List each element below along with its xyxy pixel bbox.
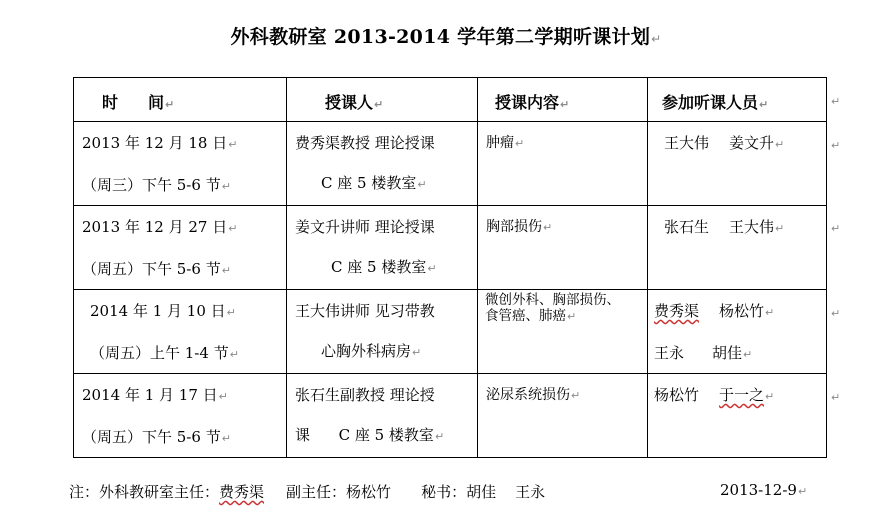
row-end-mark: ↵ xyxy=(831,391,841,404)
table-header-row xyxy=(74,78,827,122)
cell-attendees: 王大伟 姜文升↵ xyxy=(648,122,827,206)
schedule-table xyxy=(73,77,827,458)
cell-teacher: 王大伟讲师 见习带教 心胸外科病房↵ xyxy=(287,290,478,374)
cell-attendees: 张石生 王大伟↵ xyxy=(648,206,827,290)
table-row xyxy=(74,290,827,374)
header-teacher: 授课人↵ xyxy=(287,78,478,122)
document-title: 外科教研室 2013-2014 学年第二学期听课计划↵ xyxy=(230,26,662,48)
document-date: 2013-12-9↵ xyxy=(720,481,808,499)
cell-content: 微创外科、胸部损伤、 食管癌、肺癌↵ xyxy=(478,290,648,374)
cell-attendees: 费秀渠 杨松竹↵ 王永 胡佳↵ xyxy=(648,290,827,374)
cell-time: 2013 年 12 月 18 日↵ （周三）下午 5-6 节↵ xyxy=(74,122,287,206)
footer-note: 注：外科教研室主任：费秀渠 副主任：杨松竹 秘书：胡佳 王永 xyxy=(69,483,546,501)
cell-content: 胸部损伤↵ xyxy=(478,206,648,290)
secretary-names: 胡佳 王永 xyxy=(466,483,546,501)
cell-teacher: 姜文升讲师 理论授课 C 座 5 楼教室↵ xyxy=(287,206,478,290)
cell-content: 泌尿系统损伤↵ xyxy=(478,374,648,458)
cell-time: 2014 年 1 月 17 日↵ （周五）下午 5-6 节↵ xyxy=(74,374,287,458)
header-time: 时 间↵ xyxy=(74,78,287,122)
cell-time: 2014 年 1 月 10 日↵ （周五）上午 1-4 节↵ xyxy=(74,290,287,374)
table-row xyxy=(74,374,827,458)
table-row xyxy=(74,206,827,290)
director-name: 费秀渠 xyxy=(219,483,265,501)
cell-attendees: 杨松竹 于一之↵ xyxy=(648,374,827,458)
row-end-mark: ↵ xyxy=(831,139,841,152)
row-end-mark: ↵ xyxy=(831,307,841,320)
cell-teacher: 张石生副教授 理论授 课 C 座 5 楼教室↵ xyxy=(287,374,478,458)
deputy-name: 杨松竹 xyxy=(346,483,392,501)
row-end-mark: ↵ xyxy=(831,222,841,235)
cell-content: 肿瘤↵ xyxy=(478,122,648,206)
header-content: 授课内容↵ xyxy=(478,78,648,122)
paragraph-mark: ↵ xyxy=(651,32,662,46)
row-end-mark: ↵ xyxy=(831,95,841,108)
table-row xyxy=(74,122,827,206)
cell-teacher: 费秀渠教授 理论授课 C 座 5 楼教室↵ xyxy=(287,122,478,206)
cell-time: 2013 年 12 月 27 日↵ （周五）下午 5-6 节↵ xyxy=(74,206,287,290)
header-attendees: 参加听课人员↵ xyxy=(648,78,827,122)
